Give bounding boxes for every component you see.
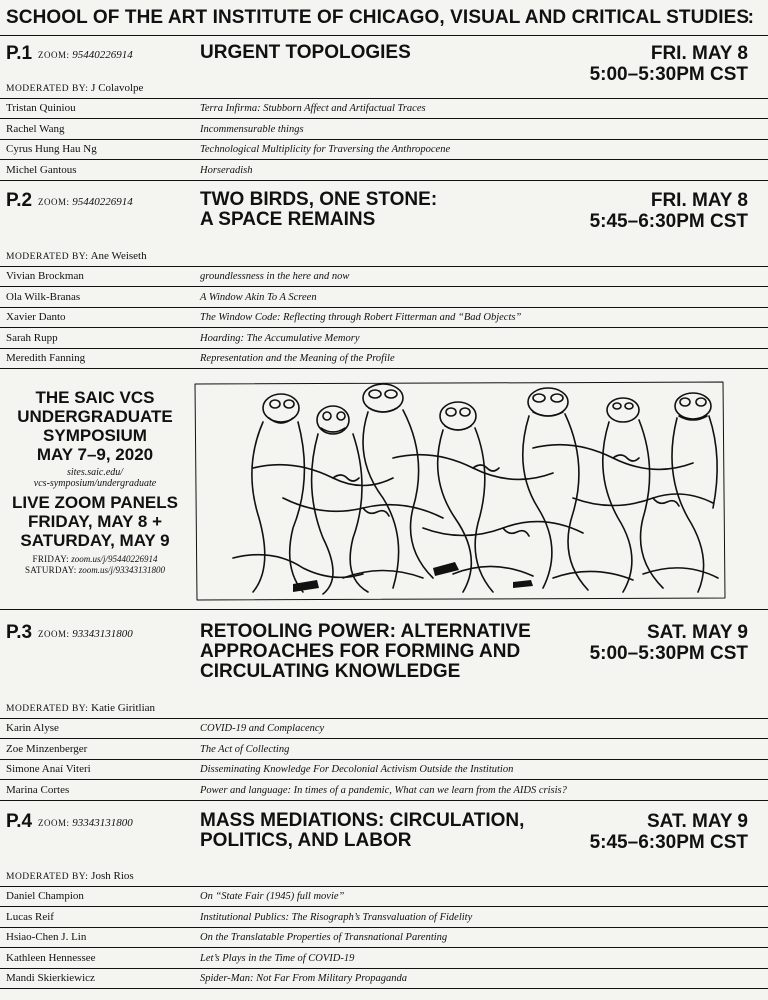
talk-title: Disseminating Knowledge For Decolonial Activism Outside the Institution — [200, 764, 514, 776]
talk-row — [0, 949, 768, 969]
moderated-label: MODERATED BY: — [6, 252, 89, 262]
live-panels-line: LIVE ZOOM PANELS — [12, 493, 178, 512]
talk-row — [0, 349, 768, 369]
panel-title-line: CIRCULATING KNOWLEDGE — [200, 661, 461, 682]
presenter-name: Zoe Minzenberger — [6, 742, 88, 755]
talk-row — [0, 288, 768, 308]
panel-zoom — [38, 49, 133, 61]
moderated-label: MODERATED BY: — [6, 872, 89, 882]
presenter-name: Vivian Brockman — [6, 270, 84, 282]
section-divider — [0, 609, 768, 610]
talk-row — [0, 969, 768, 989]
panel-title — [200, 622, 531, 682]
panel-time: 5:45–6:30PM CST — [589, 211, 748, 232]
panel-zoom — [38, 628, 133, 640]
moderator-name: Ane Weiseth — [90, 250, 147, 262]
presenter-name: Ola Wilk-Branas — [6, 290, 81, 303]
presenter-name: Tristan Quiniou — [6, 102, 76, 114]
figure-line-drawing — [193, 378, 727, 602]
moderator-name: Josh Rios — [91, 870, 134, 882]
presenter-name: Simone Anaí Viteri — [6, 763, 91, 776]
presenter-name: Karin Alyse — [6, 722, 59, 734]
talk-title: The Act of Collecting — [200, 743, 290, 755]
page-header — [0, 0, 768, 36]
talk-title: On the Translatable Properties of Transnational Parenting — [200, 932, 448, 944]
zoom-link-url[interactable]: zoom.us/j/93343131800 — [78, 565, 166, 575]
panel-zoom — [38, 817, 133, 829]
moderator-row — [0, 79, 768, 99]
zoom-label: ZOOM: — [38, 629, 70, 639]
live-panels-line: FRIDAY, MAY 8 + — [27, 512, 163, 531]
symposium-site-line[interactable]: vcs-symposium/undergraduate — [33, 478, 157, 489]
panel-title-line: A SPACE REMAINS — [200, 209, 376, 230]
presenter-name: Marina Cortes — [6, 783, 70, 796]
panel-title — [200, 811, 524, 851]
zoom-id[interactable]: 95440226914 — [72, 196, 133, 208]
moderator-row — [0, 867, 768, 887]
talk-title: A Window Akin To A Screen — [200, 291, 317, 303]
zoom-label: ZOOM: — [38, 818, 70, 828]
symposium-title-line: UNDERGRADUATE — [17, 407, 173, 426]
talk-row — [0, 781, 768, 801]
panel-number: P.3 — [6, 622, 33, 643]
moderated-label: MODERATED BY: — [6, 704, 89, 714]
presenter-name: Sarah Rupp — [6, 331, 58, 344]
symposium-site-line[interactable]: sites.saic.edu/ — [66, 467, 124, 478]
panel-zoom — [38, 196, 133, 208]
panel-title-line: TWO BIRDS, ONE STONE: — [200, 189, 438, 210]
zoom-id[interactable]: 93343131800 — [72, 817, 133, 829]
presenter-name: Meredith Fanning — [6, 352, 86, 365]
talk-title: Technological Multiplicity for Traversing the Anthropocene — [200, 144, 451, 156]
moderator-name: J Colavolpe — [91, 82, 144, 94]
talk-title: Horseradish — [200, 164, 253, 176]
talk-row — [0, 308, 768, 328]
presenter-name: Michel Gantous — [6, 163, 77, 176]
talk-row — [0, 719, 768, 739]
talk-row — [0, 928, 768, 948]
presenter-name: Hsiao-Chen J. Lin — [6, 931, 87, 944]
talk-row — [0, 329, 768, 349]
panel-title-line: RETOOLING POWER: ALTERNATIVE — [200, 621, 531, 642]
talk-row — [0, 267, 768, 287]
talk-row — [0, 740, 768, 760]
moderator-row — [0, 247, 768, 267]
live-panels-line: SATURDAY, MAY 9 — [20, 531, 170, 550]
panel-title-line: APPROACHES FOR FORMING AND — [200, 641, 521, 662]
panel-title — [200, 190, 437, 230]
zoom-link-day: SATURDAY: — [24, 565, 77, 575]
header-colon: : — [747, 7, 754, 28]
panel-date — [590, 622, 748, 664]
panel-day: SAT. MAY 9 — [646, 622, 748, 643]
zoom-link-url[interactable]: zoom.us/j/95440226914 — [71, 554, 158, 564]
symposium-block — [0, 388, 190, 576]
panel-title-line: URGENT TOPOLOGIES — [200, 42, 411, 63]
talk-title: COVID-19 and Complacency — [200, 723, 325, 734]
talk-row — [0, 140, 768, 160]
talk-row — [0, 760, 768, 780]
moderator-name: Katie Giritlian — [91, 702, 156, 714]
talk-title: groundlessness in the here and now — [200, 271, 350, 282]
presenter-name: Kathleen Hennessee — [6, 951, 96, 964]
panel-title-line: POLITICS, AND LABOR — [200, 830, 412, 851]
talk-row — [0, 120, 768, 140]
zoom-link-line — [0, 554, 190, 565]
panel-date — [590, 811, 748, 853]
zoom-link-line — [0, 565, 190, 576]
panel-time: 5:45–6:30PM CST — [589, 832, 748, 853]
panel-time: 5:00–5:30PM CST — [589, 643, 748, 664]
symposium-title-line: MAY 7–9, 2020 — [36, 445, 154, 464]
talk-row — [0, 887, 768, 907]
talk-title: Hoarding: The Accumulative Memory — [200, 332, 360, 344]
moderator-row — [0, 699, 768, 719]
panel-day: FRI. MAY 8 — [650, 190, 748, 211]
zoom-id[interactable]: 95440226914 — [72, 49, 133, 61]
zoom-label: ZOOM: — [38, 197, 70, 207]
panel-day: SAT. MAY 9 — [646, 811, 748, 832]
panel-title-line: MASS MEDIATIONS: CIRCULATION, — [200, 810, 525, 831]
talk-title: Terra Infirma: Stubborn Affect and Artifactual Traces — [200, 103, 426, 114]
talk-row — [0, 161, 768, 181]
panel-number: P.1 — [6, 43, 33, 64]
presenter-name: Xavier Danto — [6, 311, 66, 324]
talk-title: Representation and the Meaning of the Profile — [200, 353, 395, 365]
symposium-title-line: THE SAIC VCS — [35, 388, 155, 407]
panel-date — [590, 190, 748, 232]
panel-number: P.4 — [6, 811, 33, 832]
talk-row — [0, 908, 768, 928]
presenter-name: Cyrus Hung Hau Ng — [6, 143, 97, 156]
zoom-label: ZOOM: — [38, 50, 70, 60]
symposium-title-line: SYMPOSIUM — [43, 426, 147, 445]
zoom-id[interactable]: 93343131800 — [72, 628, 133, 640]
panel-day: FRI. MAY 8 — [650, 43, 748, 64]
talk-title: Institutional Publics: The Risograph’s Transvaluation of Fidelity — [200, 911, 473, 923]
talk-title: The Window Code: Reflecting through Robert Fitterman and “Bad Objects” — [200, 312, 522, 324]
presenter-name: Daniel Champion — [6, 890, 84, 902]
zoom-link-day: FRIDAY: — [32, 554, 69, 564]
header-title: SCHOOL OF THE ART INSTITUTE OF CHICAGO, VISUAL AND CRITICAL STUDIES — [6, 6, 750, 28]
panel-number: P.2 — [6, 190, 33, 211]
talk-title: Let’s Plays in the Time of COVID-19 — [200, 952, 355, 964]
talk-row — [0, 99, 768, 119]
presenter-name: Mandi Skierkiewicz — [6, 972, 95, 985]
talk-title: Power and language: In times of a pandemic, What can we learn from the AIDS crisis? — [200, 784, 567, 796]
moderated-label: MODERATED BY: — [6, 84, 89, 94]
talk-title: On “State Fair (1945) full movie” — [200, 891, 345, 902]
talk-title: Spider-Man: Not Far From Military Propaganda — [200, 973, 407, 985]
talk-title: Incommensurable things — [200, 123, 304, 135]
panel-title — [200, 43, 411, 63]
panel-time: 5:00–5:30PM CST — [589, 64, 748, 85]
presenter-name: Lucas Reif — [6, 910, 54, 923]
presenter-name: Rachel Wang — [6, 122, 65, 135]
